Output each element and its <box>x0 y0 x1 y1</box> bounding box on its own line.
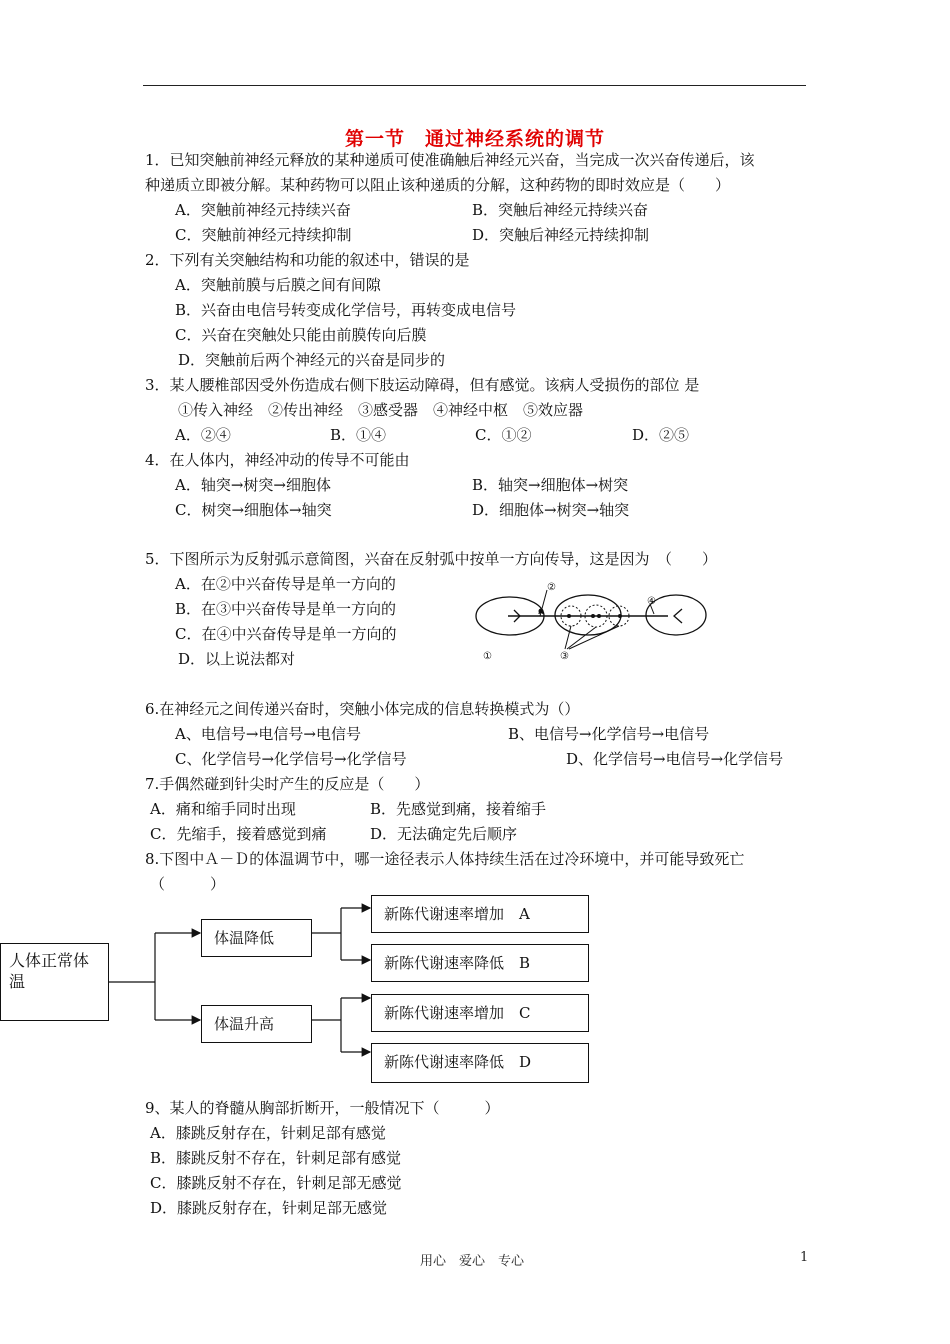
q7-option-d: D．无法确定先后顺序 <box>370 825 518 843</box>
q5-option-c: C．在④中兴奋传导是单一方向的 <box>175 625 397 643</box>
node-normal-temperature <box>0 943 109 1021</box>
q6-option-c: C、化学信号→化学信号→化学信号 <box>175 750 407 768</box>
q5-option-b: B．在③中兴奋传导是单一方向的 <box>175 600 397 618</box>
q7-option-b: B．先感觉到痛，接着缩手 <box>370 800 547 818</box>
q4-option-d: D．细胞体→树突→轴突 <box>472 501 630 519</box>
page-title: 第一节 通过神经系统的调节 <box>344 128 605 150</box>
q9-option-c: C．膝跳反射不存在，针刺足部无感觉 <box>150 1174 402 1192</box>
node-temp-high-label: 体温升高 <box>214 1015 275 1033</box>
node-temp-high <box>201 1005 312 1043</box>
node-option-a-label: 新陈代谢速率增加 A <box>384 905 530 923</box>
q5-stem: 5．下图所示为反射弧示意简图，兴奋在反射弧中按单一方向传导，这是因为 （ ） <box>145 550 718 568</box>
q6-option-b: B、电信号→化学信号→电信号 <box>508 725 710 743</box>
q8-stem-line2: （ ） <box>150 875 226 893</box>
q4-option-a: A．轴突→树突→细胞体 <box>175 476 331 494</box>
node-option-a <box>371 895 589 933</box>
node-temp-low <box>201 919 312 957</box>
fig-label-4: ④ <box>647 596 656 607</box>
q2-stem: 2．下列有关突触结构和功能的叙述中，错误的是 <box>145 251 470 269</box>
fig-label-3: ③ <box>560 651 569 662</box>
page-footer: 用心 爱心 专心 <box>420 1254 525 1269</box>
q3-stem: 3．某人腰椎部因受外伤造成右侧下肢运动障碍，但有感觉。该病人受损伤的部位 是 <box>145 376 700 394</box>
q2-option-c: C．兴奋在突触处只能由前膜传向后膜 <box>175 326 427 344</box>
node-temp-low-label: 体温降低 <box>214 929 275 947</box>
q3-option-b: B．①④ <box>330 426 387 444</box>
q9-option-d: D．膝跳反射存在，针刺足部无感觉 <box>150 1199 388 1217</box>
q1-option-c: C．突触前神经元持续抑制 <box>175 226 352 244</box>
q7-option-a: A．痛和缩手同时出现 <box>150 800 296 818</box>
q6-stem: 6.在神经元之间传递兴奋时，突触小体完成的信息转换模式为（） <box>145 700 580 718</box>
q7-option-c: C．先缩手，接着感觉到痛 <box>150 825 327 843</box>
fig-label-1: ① <box>483 651 492 662</box>
q4-option-c: C．树突→细胞体→轴突 <box>175 501 332 519</box>
q9-option-a: A．膝跳反射存在，针刺足部有感觉 <box>150 1124 386 1142</box>
q9-stem: 9、某人的脊髓从胸部折断开，一般情况下（ ） <box>145 1099 500 1117</box>
q6-option-d: D、化学信号→电信号→化学信号 <box>566 750 784 768</box>
node-option-c-label: 新陈代谢速率增加 C <box>384 1004 531 1022</box>
q4-option-b: B．轴突→细胞体→树突 <box>472 476 629 494</box>
q4-stem: 4．在人体内，神经冲动的传导不可能由 <box>145 451 410 469</box>
q5-option-a: A．在②中兴奋传导是单一方向的 <box>175 575 396 593</box>
q3-option-c: C．①② <box>475 426 532 444</box>
q1-stem-line1: 1．已知突触前神经元释放的某种递质可使准确触后神经元兴奋，当完成一次兴奋传递后，该 <box>145 151 755 169</box>
node-option-d-label: 新陈代谢速率降低 D <box>384 1053 532 1071</box>
node-option-c <box>371 994 589 1032</box>
q3-items: ①传入神经 ②传出神经 ③感受器 ④神经中枢 ⑤效应器 <box>178 401 584 419</box>
q5-option-d: D．以上说法都对 <box>178 650 296 668</box>
q2-option-d: D．突触前后两个神经元的兴奋是同步的 <box>178 351 446 369</box>
q1-stem-line2: 种递质立即被分解。某种药物可以阻止该种递质的分解，这种药物的即时效应是（ ） <box>145 176 731 194</box>
header-rule <box>143 85 806 86</box>
q3-option-a: A．②④ <box>175 426 231 444</box>
q1-option-a: A．突触前神经元持续兴奋 <box>175 201 351 219</box>
q2-option-b: B．兴奋由电信号转变成化学信号，再转变成电信号 <box>175 301 517 319</box>
node-option-b-label: 新陈代谢速率降低 B <box>384 954 531 972</box>
page-number: 1 <box>800 1250 809 1265</box>
q1-option-d: D．突触后神经元持续抑制 <box>472 226 650 244</box>
q6-option-a: A、电信号→电信号→电信号 <box>175 725 361 743</box>
q7-stem: 7.手偶然碰到针尖时产生的反应是（ ） <box>145 775 430 793</box>
q2-option-a: A．突触前膜与后膜之间有间隙 <box>175 276 381 294</box>
node-option-d <box>371 1043 589 1083</box>
q8-stem-line1: 8.下图中Ａ－Ｄ的体温调节中，哪一途径表示人体持续生活在过冷环境中，并可能导致死亡 <box>145 850 745 868</box>
q1-option-b: B．突触后神经元持续兴奋 <box>472 201 649 219</box>
reflex-arc-diagram <box>470 578 715 663</box>
q9-option-b: B．膝跳反射不存在，针刺足部有感觉 <box>150 1149 402 1167</box>
node-normal-temperature-label: 人体正常体温 <box>9 951 90 991</box>
node-option-b <box>371 944 589 982</box>
fig-label-2: ② <box>547 582 556 593</box>
q3-option-d: D．②⑤ <box>632 426 690 444</box>
